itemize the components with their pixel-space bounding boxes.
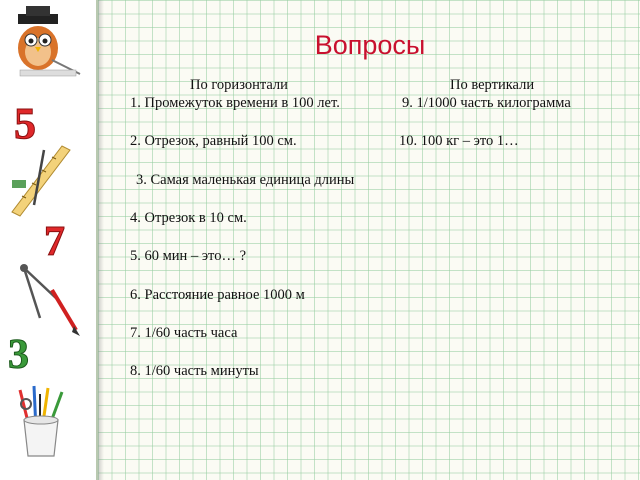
digit-3-icon: 3 <box>8 332 29 378</box>
page-title: Вопросы <box>314 30 426 60</box>
question-5: 5. 60 мин – это… ? <box>130 248 246 264</box>
sidebar-illustrations <box>0 0 96 480</box>
question-6: 6. Расстояние равное 1000 м <box>130 287 305 303</box>
horizontal-header: По горизонтали <box>190 77 288 93</box>
question-4: 4. Отрезок в 10 см. <box>130 210 247 226</box>
owl-mascot-icon <box>18 6 80 76</box>
question-2: 2. Отрезок, равный 100 см. <box>130 133 297 149</box>
digit-7-icon: 7 <box>44 219 65 265</box>
grid-paper <box>96 0 640 480</box>
ruler-pencil-icon <box>12 146 70 216</box>
question-8: 8. 1/60 часть минуты <box>130 363 259 379</box>
pencil-cup-icon <box>20 386 62 456</box>
question-10: 10. 100 кг – это 1… <box>399 133 519 149</box>
question-1: 1. Промежуток времени в 100 лет. <box>130 95 340 111</box>
vertical-header: По вертикали <box>450 77 535 93</box>
question-9: 9. 1/1000 часть килограмма <box>402 95 571 111</box>
question-7: 7. 1/60 часть часа <box>130 325 238 341</box>
decorative-sidebar <box>0 0 96 480</box>
question-3: 3. Самая маленькая единица длины <box>136 172 355 188</box>
digit-5-icon: 5 <box>14 99 36 148</box>
compass-icon <box>20 264 80 336</box>
